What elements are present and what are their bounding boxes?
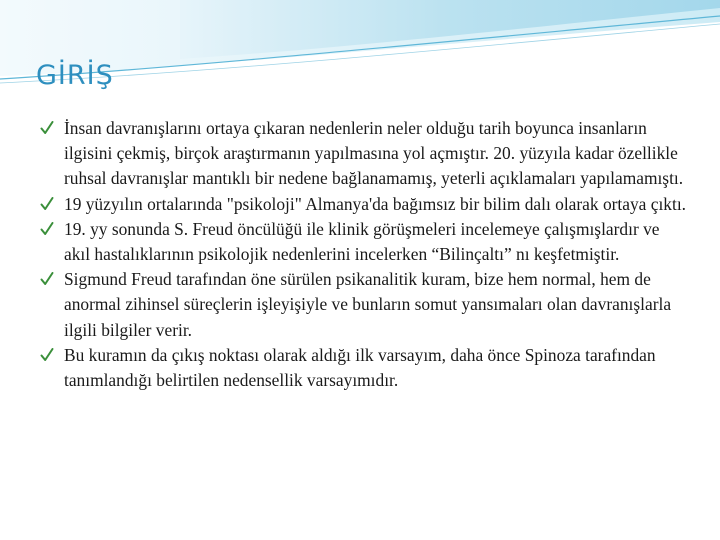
list-item [38,217,688,267]
bullet-text: İnsan davranışlarını ortaya çıkaran nedenlerin neler olduğu tarih boyunca insanların ilgisini çekmiş, birçok araştırmanın yapılmasına yol açmıştır. 20. yüzyıla kadar özellikle ruhsal davranışlar mantıklı bir nedene bağlanamamış, yeterli açıklamaları yapılamamıştı. [64,118,684,189]
slide-title: GİRİŞ [36,60,114,91]
check-icon [40,347,54,363]
list-item [38,116,688,192]
bullet-list [38,116,688,393]
bullet-text: 19. yy sonunda S. Freud öncülüğü ile klinik görüşmeleri incelemeye çalışmışlardır ve akıl hastalıklarının psikolojik nedenlerini incelerken “Bilinçaltı” nı keşfetmiştir. [64,218,660,265]
list-item [38,192,688,217]
check-icon [40,271,54,287]
bullet-text: 19 yüzyılın ortalarında "psikoloji" Almanya'da bağımsız bir bilim dalı olarak ortaya çıktı. [64,193,686,214]
list-item [38,343,688,393]
check-icon [40,221,54,237]
bullet-text: Sigmund Freud tarafından öne sürülen psikanalitik kuram, bize hem normal, hem de anormal zihinsel süreçlerin işleyişiyle ve bunların somut yansımaları olan davranışlarla ilgili bilgiler verir. [64,269,672,340]
list-item [38,267,688,343]
check-icon [40,196,54,212]
header-wave-decoration [0,0,720,110]
check-icon [40,120,54,136]
bullet-text: Bu kuramın da çıkış noktası olarak aldığı ilk varsayım, daha önce Spinoza tarafından tanımlandığı belirtilen nedensellik varsayımıdır. [64,344,656,391]
